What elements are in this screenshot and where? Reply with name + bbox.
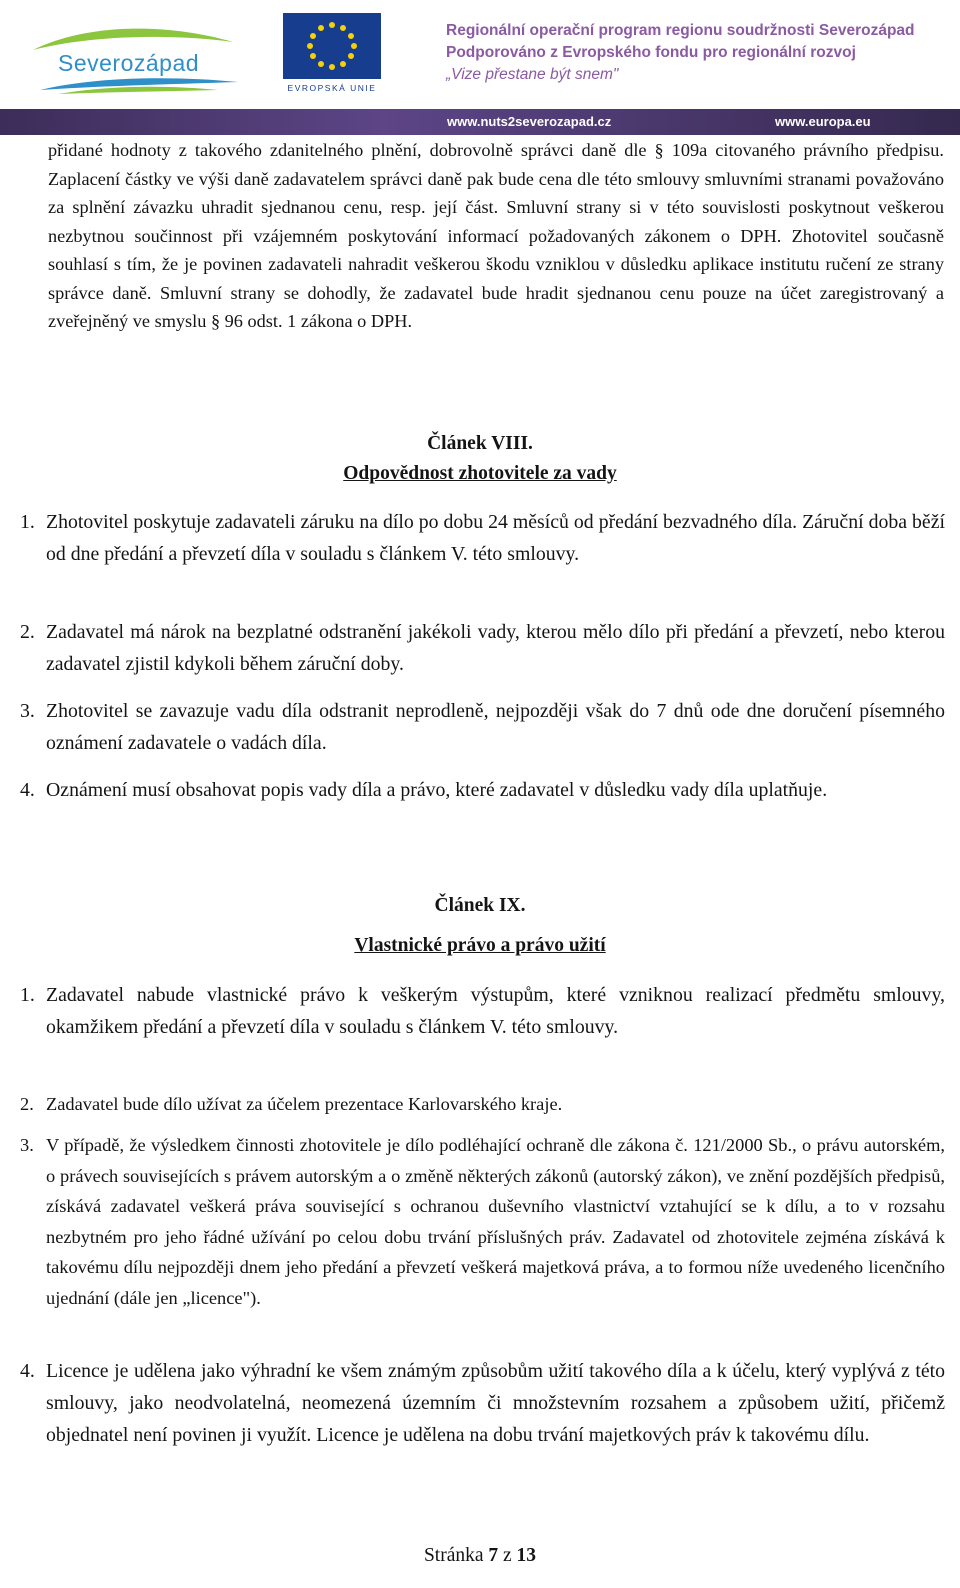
article-9-title: Vlastnické právo a právo užití xyxy=(354,935,606,956)
tagline-line-3: „Vize přestane být snem" xyxy=(446,66,619,83)
item-number: 1. xyxy=(20,984,35,1006)
article-9-item-2 xyxy=(20,1089,945,1120)
item-number: 2. xyxy=(20,621,35,643)
logo-text: Severozápad xyxy=(58,50,200,76)
footer-current-page: 7 xyxy=(488,1545,499,1566)
url-nuts2[interactable]: www.nuts2severozapad.cz xyxy=(447,114,612,129)
eu-label: EVROPSKÁ UNIE xyxy=(287,83,377,93)
item-number: 4. xyxy=(20,779,35,801)
tagline-line-2: Podporováno z Evropského fondu pro regionální rozvoj xyxy=(446,44,856,61)
article-9-item-3 xyxy=(20,1130,945,1313)
program-tagline xyxy=(446,20,915,86)
article-8-title: Odpovědnost zhotovitele za vady xyxy=(343,463,617,484)
item-number: 2. xyxy=(20,1094,34,1114)
item-text: Zhotovitel se zavazuje vadu díla odstranit neprodleně, nejpozději však do 7 dnů ode dne doručení písemného oznámení zadavatele o vadách díla. xyxy=(46,700,945,754)
item-text: Zadavatel má nárok na bezplatné odstranění jakékoli vady, kterou mělo dílo při předání a převzetí, nebo kterou zadavatel zjistil kdykoli během záruční doby. xyxy=(46,621,945,675)
url-europa[interactable]: www.europa.eu xyxy=(775,114,871,129)
header-banner xyxy=(0,0,960,135)
item-text: V případě, že výsledkem činnosti zhotovitele je dílo podléhající ochraně dle zákona č. 121/2000 Sb., o právu autorském, o právech souvisejících s právem autorským a o změně některých zákonů (autorský zákon), ve znění pozdějších předpisů, získává zadavatel veškerá práva související s ochranou duševního vlastnictví vztahující se k dílu, a to v rozsahu nezbytném pro jeho řádné užívání po celou dobu trvání příslušných práv. Zadavatel od zhotovitele zejména získává k takovému dílu nejpozději dnem jeho předání a převzetí veškerá majetková práva, a to formou níže uvedeného licenčního ujednání (dále jen „licence"). xyxy=(46,1135,945,1308)
page-footer xyxy=(0,1545,960,1567)
article-9-heading: Článek IX. xyxy=(434,895,526,916)
item-text: Zadavatel nabude vlastnické právo k veškerým výstupům, které vzniknou realizací předmětu smlouvy, okamžikem předání a převzetí díla v souladu s článkem V. této smlouvy. xyxy=(46,984,945,1038)
item-text: Zhotovitel poskytuje zadavateli záruku na dílo po dobu 24 měsíců od předání bezvadného díla. Záruční doba běží od dne předání a převzetí díla v souladu s článkem V. této smlouvy. xyxy=(46,511,945,565)
footer-prefix: Stránka xyxy=(423,1545,484,1566)
item-number: 3. xyxy=(20,700,35,722)
item-number: 4. xyxy=(20,1360,35,1382)
eu-flag-icon xyxy=(283,13,381,79)
intro-paragraph: přidané hodnoty z takového zdanitelného plnění, dobrovolně správci daně dle § 109a citovaného právního předpisu. Zaplacení částky ve výši daně zadavatelem správci daně pak bude cena dle této smlouvy smluvními stranami považováno za splnění závazku uhradit sjednanou cenu, resp. její část. Smluvní strany si v této souvislosti poskytnout veškerou nezbytnou součinnost při vzájemném poskytování informací požadovaných zákonem o DPH. Zhotovitel současně souhlasí s tím, že je povinen zadavateli nahradit veškerou škodu vzniklou v důsledku aplikace institutu ručení ze strany správce daně. Smluvní strany se dohodly, že zadavatel bude hradit sjednanou cenu pouze na účet zaregistrovaný a zveřejněný ve smyslu § 96 odst. 1 zákona o DPH. xyxy=(48,140,944,331)
item-number: 3. xyxy=(20,1135,34,1155)
item-text: Zadavatel bude dílo užívat za účelem prezentace Karlovarského kraje. xyxy=(46,1094,563,1114)
severozapad-logo xyxy=(28,18,243,98)
item-text: Licence je udělena jako výhradní ke všem známým způsobům užití takového díla a k účelu, který vyplývá z této smlouvy, jako neodvolatelná, neomezená územním či množstevním rozsahem a způsobem užití, přičemž objednatel není povinen ji využít. Licence je udělena na dobu trvání majetkových práv k takovému dílu. xyxy=(46,1360,945,1446)
eu-emblem xyxy=(283,13,381,97)
footer-sep: z xyxy=(503,1545,512,1566)
article-8-item-3 xyxy=(20,695,945,759)
tagline-line-1: Regionální operační program regionu soudržnosti Severozápad xyxy=(446,22,915,39)
article-8-item-4 xyxy=(20,774,945,806)
footer-total-pages: 13 xyxy=(516,1545,537,1566)
item-text: Oznámení musí obsahovat popis vady díla a právo, které zadavatel v důsledku vady díla uplatňuje. xyxy=(46,779,828,801)
article-9-item-1 xyxy=(20,979,945,1043)
article-8-item-2 xyxy=(20,616,945,680)
article-9-item-4 xyxy=(20,1355,945,1451)
article-8-heading: Článek VIII. xyxy=(427,433,533,454)
article-8-item-1 xyxy=(20,506,945,570)
item-number: 1. xyxy=(20,511,35,533)
url-bar xyxy=(0,109,960,135)
